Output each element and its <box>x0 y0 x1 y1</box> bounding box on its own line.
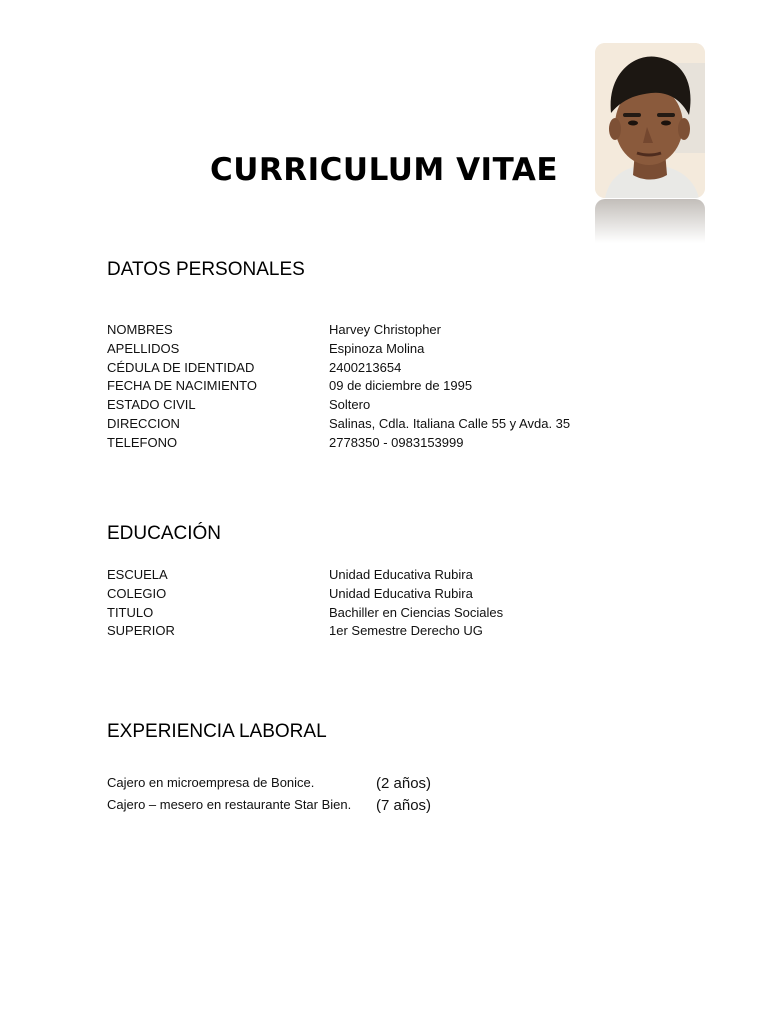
work-experience-list <box>107 775 607 819</box>
row-value: 2778350 - 0983153999 <box>329 434 464 450</box>
row-value: Espinoza Molina <box>329 340 425 356</box>
experience-item <box>107 797 607 819</box>
row-label: TELEFONO <box>107 434 178 450</box>
education-row <box>107 604 667 623</box>
row-label: COLEGIO <box>107 585 167 601</box>
profile-photo <box>595 43 705 198</box>
row-value: 2400213654 <box>329 359 402 375</box>
row-value: Salinas, Cdla. Italiana Calle 55 y Avda. 35 <box>329 415 571 431</box>
personal-data-heading: DATOS PERSONALES <box>107 259 305 280</box>
experience-duration: (7 años) <box>376 797 432 814</box>
profile-photo-frame <box>595 43 705 243</box>
personal-row <box>107 415 667 434</box>
row-label: ESCUELA <box>107 567 168 582</box>
experience-description: Cajero – mesero en restaurante Star Bien. <box>107 797 352 812</box>
row-value: Unidad Educativa Rubira <box>329 567 473 582</box>
row-label: APELLIDOS <box>107 340 180 356</box>
row-value: 1er Semestre Derecho UG <box>329 623 483 639</box>
row-label: CÉDULA DE IDENTIDAD <box>107 359 255 375</box>
document-title: CURRICULUM VITAE <box>209 152 559 188</box>
row-value: 09 de diciembre de 1995 <box>329 378 473 394</box>
personal-row <box>107 434 667 453</box>
work-experience-heading: EXPERIENCIA LABORAL <box>107 721 327 742</box>
experience-item <box>107 775 607 797</box>
education-list <box>107 566 667 641</box>
row-label: FECHA DE NACIMIENTO <box>107 378 258 394</box>
personal-row <box>107 359 667 378</box>
row-label: SUPERIOR <box>107 623 175 639</box>
row-value: Unidad Educativa Rubira <box>329 585 473 601</box>
row-label: NOMBRES <box>107 322 173 337</box>
personal-row <box>107 321 667 340</box>
experience-description: Cajero en microempresa de Bonice. <box>107 775 315 790</box>
row-label: DIRECCION <box>107 415 180 431</box>
row-value: Bachiller en Ciencias Sociales <box>329 604 504 620</box>
education-row <box>107 622 667 641</box>
row-value: Soltero <box>329 397 371 413</box>
personal-row <box>107 396 667 415</box>
personal-row <box>107 340 667 359</box>
row-label: TITULO <box>107 604 154 620</box>
row-value: Harvey Christopher <box>329 322 441 337</box>
education-heading: EDUCACIÓN <box>107 523 222 544</box>
person-portrait-icon <box>595 43 705 198</box>
education-row <box>107 585 667 604</box>
row-label: ESTADO CIVIL <box>107 397 196 413</box>
personal-data-list <box>107 321 667 453</box>
photo-reflection <box>595 199 705 243</box>
personal-row <box>107 377 667 396</box>
education-row <box>107 566 667 585</box>
experience-duration: (2 años) <box>376 775 432 792</box>
